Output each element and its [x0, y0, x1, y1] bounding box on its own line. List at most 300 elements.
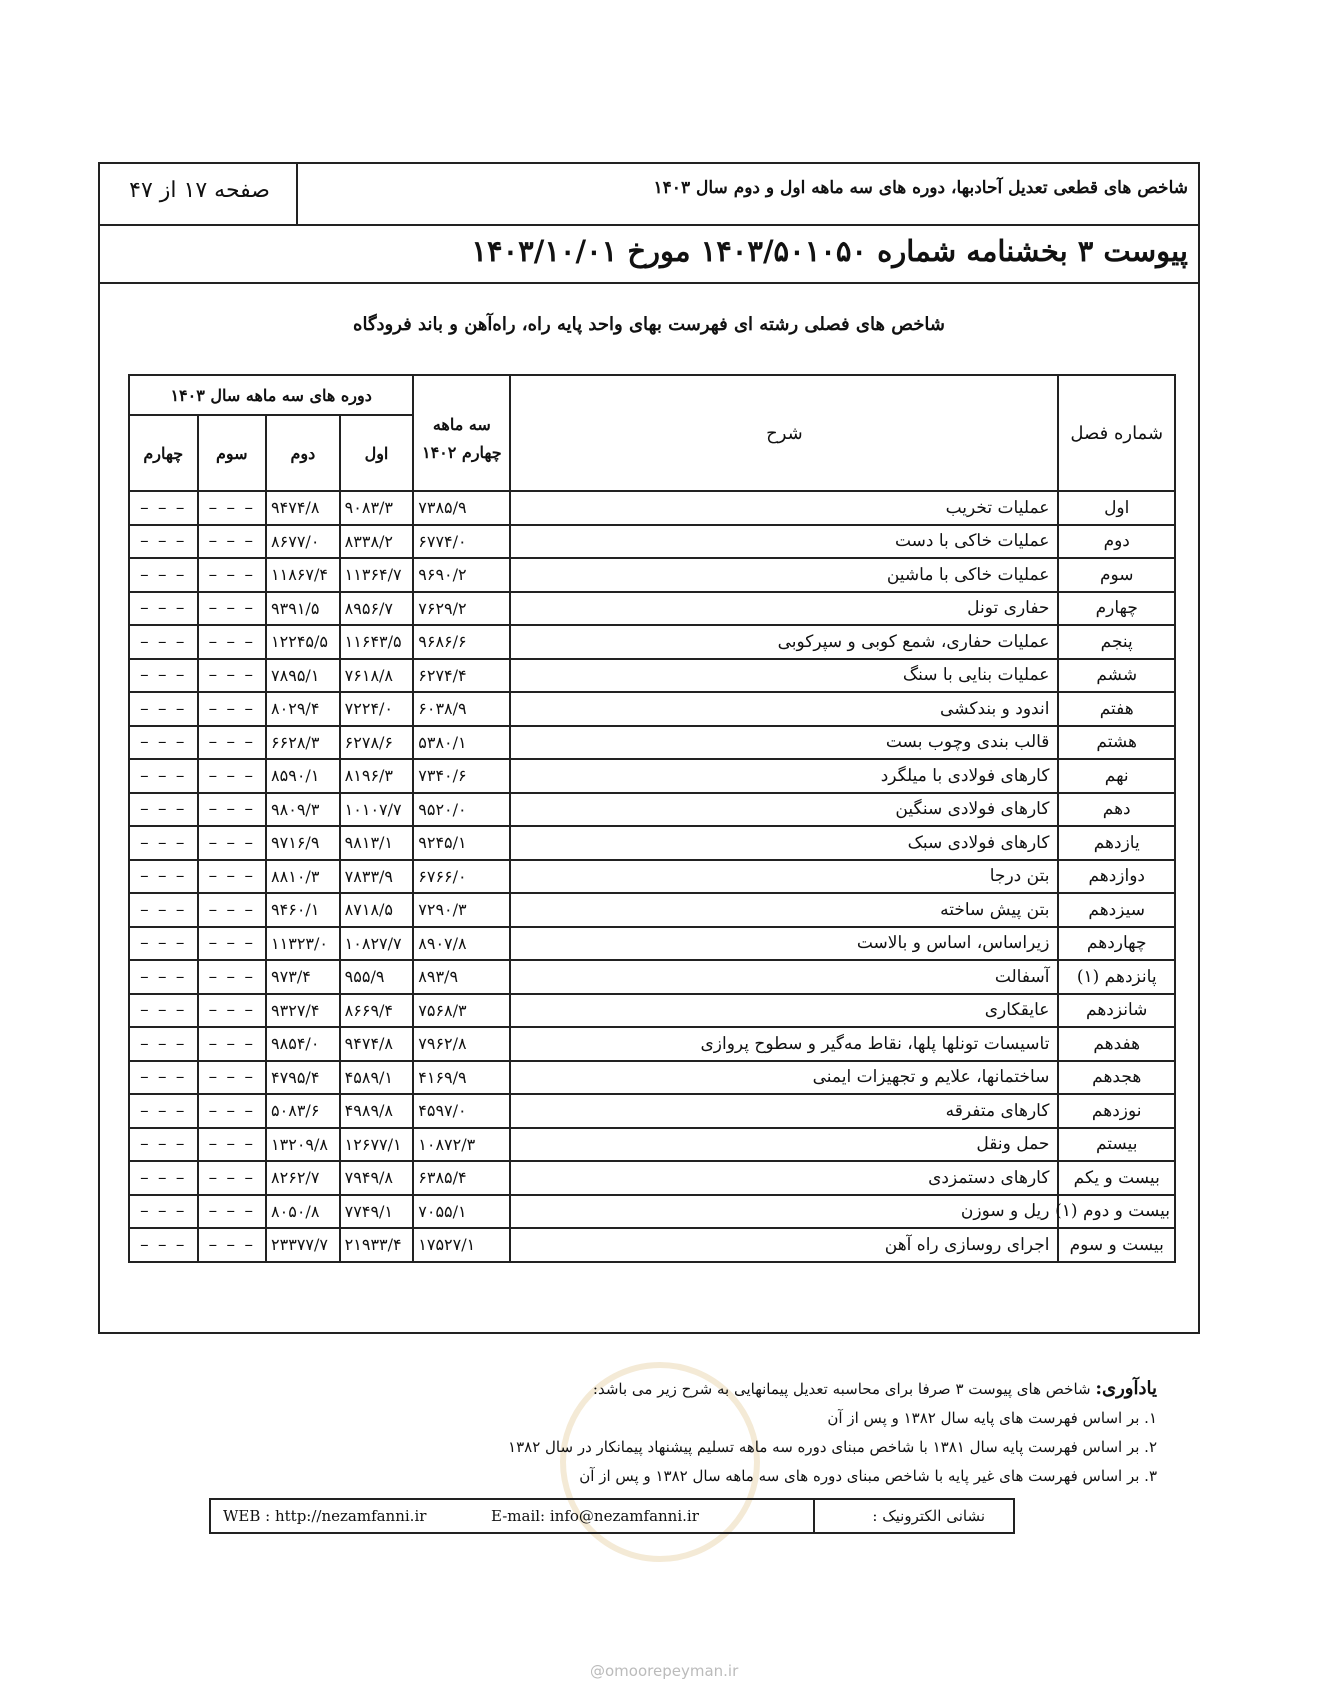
- cell-chapter: [1055, 1195, 1175, 1229]
- cell-q3: [198, 893, 267, 927]
- cell-chapter-text: هجدهم: [1092, 1067, 1142, 1088]
- table-row: [129, 826, 1175, 860]
- cell-chapter: [1058, 692, 1175, 726]
- cell-q2: [266, 1161, 340, 1195]
- cell-q4-1402-text: ۶۲۷۴/۴: [418, 665, 467, 685]
- contact-web[interactable]: WEB : http://nezamfanni.ir: [223, 1507, 427, 1525]
- cell-q4-1402: [413, 1094, 510, 1128]
- cell-q4-1402: [413, 1195, 510, 1229]
- note-item: ۱. بر اساس فهرست های پایه سال ۱۳۸۲ و پس از آن: [827, 1409, 1157, 1427]
- cell-q1: [340, 692, 414, 726]
- cell-q2-text: ۸۰۵۰/۸: [271, 1201, 320, 1221]
- cell-q4-1402-text: ۷۳۸۵/۹: [418, 498, 467, 518]
- cell-q3-text: – – –: [208, 799, 255, 820]
- cell-q3-text: – – –: [208, 899, 255, 920]
- col-header-q4-1402-line1: سه ماهه: [432, 415, 491, 434]
- cell-q3-text: – – –: [208, 1201, 255, 1222]
- cell-desc-text: ریل و سوزن: [960, 1201, 1050, 1222]
- cell-q3: [198, 793, 267, 827]
- cell-q4-1402-text: ۷۹۶۲/۸: [418, 1034, 467, 1054]
- cell-desc: [510, 860, 1058, 894]
- cell-desc: [510, 558, 1058, 592]
- cell-q1-text: ۸۳۳۸/۲: [344, 531, 394, 551]
- table-row: [129, 692, 1175, 726]
- cell-chapter: [1058, 759, 1175, 793]
- cell-q4: [129, 726, 198, 760]
- cell-q4: [129, 793, 198, 827]
- cell-q3: [198, 1094, 267, 1128]
- cell-q4-text: – – –: [140, 564, 187, 585]
- cell-desc: [510, 994, 1058, 1028]
- cell-q2-text: ۹۷۱۶/۹: [271, 833, 320, 853]
- cell-chapter-text: بیست و یکم: [1073, 1167, 1160, 1188]
- cell-desc-text: ساختمانها، علایم و تجهیزات ایمنی: [812, 1067, 1050, 1088]
- cell-desc-text: عملیات خاکی با دست: [894, 531, 1050, 552]
- cell-q4-1402-text: ۶۷۷۴/۰: [418, 531, 467, 551]
- cell-desc: [510, 726, 1058, 760]
- cell-q4-text: – – –: [140, 1033, 187, 1054]
- cell-q4-1402-text: ۹۶۹۰/۲: [418, 565, 467, 585]
- table-row: [129, 659, 1175, 693]
- cell-q4-1402-text: ۶۳۸۵/۴: [418, 1168, 467, 1188]
- cell-q1-text: ۷۷۴۹/۱: [344, 1201, 394, 1221]
- cell-q3: [198, 491, 267, 525]
- cell-q2: [266, 592, 340, 626]
- cell-q2: [266, 826, 340, 860]
- table-row: [129, 860, 1175, 894]
- col-header-q1: اول: [340, 415, 414, 491]
- cell-q4-text: – – –: [140, 1234, 187, 1255]
- cell-q2: [266, 625, 340, 659]
- cell-q4-1402-text: ۷۰۵۵/۱: [418, 1201, 467, 1221]
- cell-q1: [340, 525, 414, 559]
- cell-desc-text: کارهای متفرقه: [945, 1100, 1050, 1121]
- cell-q1: [340, 1128, 414, 1162]
- cell-q2: [266, 726, 340, 760]
- table-row: [129, 558, 1175, 592]
- cell-q4: [129, 1094, 198, 1128]
- cell-q1-text: ۲۱۹۳۳/۴: [344, 1235, 402, 1255]
- cell-chapter-text: دهم: [1102, 799, 1131, 820]
- cell-q3: [198, 1195, 267, 1229]
- cell-chapter: [1058, 793, 1175, 827]
- cell-q1: [340, 1094, 414, 1128]
- cell-q4-text: – – –: [140, 799, 187, 820]
- cell-q1: [340, 1195, 414, 1229]
- cell-q4-1402: [413, 692, 510, 726]
- cell-q2-text: ۵۰۸۳/۶: [271, 1101, 320, 1121]
- cell-q4-1402-text: ۹۶۸۶/۶: [418, 632, 467, 652]
- cell-q4-text: – – –: [140, 1067, 187, 1088]
- cell-q4-1402-text: ۹۵۲۰/۰: [418, 799, 467, 819]
- cell-q4-text: – – –: [140, 497, 187, 518]
- cell-desc: [510, 1027, 1058, 1061]
- cell-desc-text: اجرای روسازی راه آهن: [884, 1234, 1050, 1255]
- cell-q2-text: ۸۲۶۲/۷: [271, 1168, 320, 1188]
- cell-q1: [340, 491, 414, 525]
- cell-q3: [198, 1161, 267, 1195]
- notes-intro: شاخص های پیوست ۳ صرفا برای محاسبه تعدیل پیمانهایی به شرح زیر می باشد:: [592, 1380, 1091, 1398]
- cell-desc: [510, 525, 1058, 559]
- cell-q2: [266, 1094, 340, 1128]
- cell-chapter-text: چهاردهم: [1086, 933, 1147, 954]
- cell-chapter: [1058, 625, 1175, 659]
- cell-desc-text: عایقکاری: [984, 1000, 1050, 1021]
- col-group-1403: دوره های سه ماهه سال ۱۴۰۳: [129, 375, 413, 415]
- cell-chapter-text: یازدهم: [1093, 832, 1140, 853]
- cell-q2: [266, 491, 340, 525]
- col-header-q4: چهارم: [129, 415, 198, 491]
- cell-q4-1402-text: ۶۰۳۸/۹: [418, 699, 467, 719]
- cell-q4-1402: [413, 625, 510, 659]
- cell-desc: [510, 592, 1058, 626]
- cell-q2-text: ۲۳۳۷۷/۷: [271, 1235, 328, 1255]
- cell-chapter-text: هشتم: [1096, 732, 1137, 753]
- cell-desc-text: بتن درجا: [989, 866, 1050, 887]
- cell-q4-text: – – –: [140, 765, 187, 786]
- note-item: ۲. بر اساس فهرست پایه سال ۱۳۸۱ با شاخص مبنای دوره سه ماهه تسلیم پیشنهاد پیمانکار در سال ۱۳۸۲: [508, 1438, 1157, 1456]
- cell-q4-text: – – –: [140, 1134, 187, 1155]
- cell-q1-text: ۹۴۷۴/۸: [344, 1034, 394, 1054]
- cell-q1-text: ۸۱۹۶/۳: [344, 766, 394, 786]
- table-row: [129, 927, 1175, 961]
- cell-chapter: [1058, 1128, 1175, 1162]
- cell-q3: [198, 692, 267, 726]
- cell-chapter-text: بیست و سوم: [1069, 1234, 1164, 1255]
- cell-q4-1402-text: ۷۶۲۹/۲: [418, 598, 467, 618]
- cell-q1-text: ۷۶۱۸/۸: [344, 665, 394, 685]
- cell-q2-text: ۹۸۵۴/۰: [271, 1034, 320, 1054]
- cell-q2: [266, 692, 340, 726]
- cell-chapter-text: پانزدهم (۱): [1076, 966, 1157, 987]
- cell-chapter: [1058, 1061, 1175, 1095]
- cell-q2: [266, 1128, 340, 1162]
- cell-q4: [129, 625, 198, 659]
- cell-desc: [510, 491, 1058, 525]
- cell-q4-1402-text: ۷۲۹۰/۳: [418, 900, 467, 920]
- cell-q3-text: – – –: [208, 732, 255, 753]
- cell-chapter-text: هفتم: [1099, 698, 1134, 719]
- col-header-chapter: شماره فصل: [1058, 375, 1175, 491]
- cell-chapter: [1058, 893, 1175, 927]
- cell-chapter: [1058, 1161, 1175, 1195]
- cell-chapter: [1058, 1027, 1175, 1061]
- cell-q1-text: ۹۸۱۳/۱: [344, 833, 394, 853]
- table-row: [129, 759, 1175, 793]
- cell-q2-text: ۹۷۳/۴: [271, 967, 311, 987]
- cell-q3: [198, 1228, 267, 1262]
- cell-desc-text: عملیات حفاری، شمع کوبی و سپرکوبی: [777, 631, 1050, 652]
- cell-q1-text: ۸۹۵۶/۷: [344, 598, 394, 618]
- cell-chapter: [1058, 592, 1175, 626]
- cell-desc-text: عملیات تخریب: [945, 497, 1050, 518]
- cell-q3-text: – – –: [208, 631, 255, 652]
- cell-q2-text: ۱۳۲۰۹/۸: [271, 1134, 328, 1154]
- annex-row: [100, 226, 1198, 284]
- cell-q4-1402: [413, 1161, 510, 1195]
- cell-q2-text: ۸۵۹۰/۱: [271, 766, 320, 786]
- contact-email[interactable]: E-mail: info@nezamfanni.ir: [491, 1507, 699, 1525]
- cell-q2: [266, 793, 340, 827]
- cell-q3-text: – – –: [208, 1000, 255, 1021]
- cell-q3: [198, 525, 267, 559]
- cell-q3: [198, 558, 267, 592]
- table-row: [129, 994, 1175, 1028]
- cell-q3: [198, 994, 267, 1028]
- cell-q4-text: – – –: [140, 1100, 187, 1121]
- table-row: [129, 1161, 1175, 1195]
- cell-desc: [510, 893, 1058, 927]
- contact-box: [209, 1498, 1015, 1534]
- cell-q1: [340, 1027, 414, 1061]
- cell-q4-text: – – –: [140, 966, 187, 987]
- cell-chapter: [1058, 826, 1175, 860]
- page-number-box: [100, 164, 298, 224]
- cell-chapter: [1058, 491, 1175, 525]
- cell-q2-text: ۷۸۹۵/۱: [271, 665, 320, 685]
- cell-q3-text: – – –: [208, 1100, 255, 1121]
- table-subtitle: شاخص های فصلی رشته ای فهرست بهای واحد پایه راه، راه‌آهن و باند فرودگاه: [353, 314, 945, 335]
- document-frame: [98, 162, 1200, 1334]
- cell-q3: [198, 592, 267, 626]
- cell-q1: [340, 592, 414, 626]
- cell-q4: [129, 1061, 198, 1095]
- cell-q3-text: – – –: [208, 531, 255, 552]
- cell-q2: [266, 927, 340, 961]
- cell-q4: [129, 692, 198, 726]
- cell-q4: [129, 826, 198, 860]
- cell-q2: [266, 1195, 340, 1229]
- cell-chapter-text: ششم: [1096, 665, 1138, 686]
- cell-q4: [129, 558, 198, 592]
- cell-q4-1402: [413, 826, 510, 860]
- cell-q1-text: ۷۲۲۴/۰: [344, 699, 394, 719]
- cell-q4: [129, 1128, 198, 1162]
- cell-q3-text: – – –: [208, 1134, 255, 1155]
- cell-q2-text: ۱۱۸۶۷/۴: [271, 565, 328, 585]
- cell-q1-text: ۸۶۶۹/۴: [344, 1000, 394, 1020]
- cell-q4: [129, 994, 198, 1028]
- cell-desc-text: حفاری تونل: [967, 598, 1050, 619]
- cell-q4-1402: [413, 793, 510, 827]
- cell-q2-text: ۹۳۲۷/۴: [271, 1000, 320, 1020]
- cell-q2-text: ۹۴۶۰/۱: [271, 900, 320, 920]
- cell-chapter-text: هفدهم: [1093, 1033, 1141, 1054]
- table-row: [129, 1094, 1175, 1128]
- cell-chapter-text: شانزدهم: [1086, 1000, 1148, 1021]
- cell-q3: [198, 960, 267, 994]
- cell-q4-1402-text: ۷۵۶۸/۳: [418, 1000, 467, 1020]
- cell-q1: [340, 659, 414, 693]
- cell-desc: [510, 927, 1058, 961]
- cell-q4-1402: [413, 525, 510, 559]
- cell-chapter-text: سیزدهم: [1088, 899, 1146, 920]
- cell-q3-text: – – –: [208, 1234, 255, 1255]
- cell-desc-text: بتن پیش ساخته: [940, 899, 1050, 920]
- cell-desc: [510, 960, 1058, 994]
- cell-desc: [510, 1094, 1058, 1128]
- table-row: [129, 893, 1175, 927]
- table-row: [129, 960, 1175, 994]
- cell-q1-text: ۹۵۵/۹: [344, 967, 385, 987]
- cell-q3: [198, 759, 267, 793]
- cell-desc-text: عملیات خاکی با ماشین: [886, 564, 1050, 585]
- cell-chapter-text: اول: [1104, 497, 1130, 518]
- cell-q3: [198, 1128, 267, 1162]
- table-row: [129, 1027, 1175, 1061]
- cell-q1-text: ۱۱۳۶۴/۷: [344, 565, 402, 585]
- cell-q4: [129, 525, 198, 559]
- contact-label: نشانی الکترونیک :: [813, 1500, 1013, 1532]
- cell-q3: [198, 1061, 267, 1095]
- cell-q4-text: – – –: [140, 866, 187, 887]
- cell-desc-text: اندود و بندکشی: [940, 698, 1050, 719]
- notes-label: یادآوری:: [1095, 1378, 1157, 1399]
- cell-q4-text: – – –: [140, 1000, 187, 1021]
- cell-q4-1402: [413, 1228, 510, 1262]
- cell-q2: [266, 1027, 340, 1061]
- cell-q4-1402-text: ۹۲۴۵/۱: [418, 833, 467, 853]
- cell-chapter: [1058, 960, 1175, 994]
- cell-q4: [129, 659, 198, 693]
- notes-section: [77, 1374, 1157, 1491]
- cell-q3-text: – – –: [208, 698, 255, 719]
- cell-q4: [129, 491, 198, 525]
- cell-q2-text: ۱۲۲۴۵/۵: [271, 632, 328, 652]
- cell-q3: [198, 659, 267, 693]
- cell-q2: [266, 525, 340, 559]
- cell-chapter: [1058, 726, 1175, 760]
- cell-q4-1402: [413, 592, 510, 626]
- cell-q4-text: – – –: [140, 1167, 187, 1188]
- cell-q3: [198, 726, 267, 760]
- col-header-q3: سوم: [198, 415, 267, 491]
- cell-desc: [510, 1228, 1058, 1262]
- cell-q3: [198, 860, 267, 894]
- cell-q4-1402: [413, 1061, 510, 1095]
- col-header-q4-1402-line2: چهارم ۱۴۰۲: [421, 443, 502, 462]
- table-row: [129, 1228, 1175, 1262]
- col-header-q4-1402: [413, 375, 510, 491]
- cell-q1-text: ۱۲۶۷۷/۱: [344, 1134, 402, 1154]
- index-table: [128, 374, 1176, 1263]
- cell-q2-text: ۸۰۲۹/۴: [271, 699, 320, 719]
- cell-chapter: [1058, 860, 1175, 894]
- cell-chapter-text: چهارم: [1095, 598, 1138, 619]
- cell-desc: [510, 1061, 1058, 1095]
- cell-q1-text: ۱۰۸۲۷/۷: [344, 933, 402, 953]
- cell-q1: [340, 558, 414, 592]
- cell-chapter: [1058, 927, 1175, 961]
- cell-q4-1402: [413, 491, 510, 525]
- cell-chapter-text: بیستم: [1095, 1134, 1138, 1155]
- cell-q3-text: – – –: [208, 598, 255, 619]
- cell-q4: [129, 1228, 198, 1262]
- table-row: [129, 726, 1175, 760]
- cell-q2: [266, 659, 340, 693]
- cell-q1-text: ۸۷۱۸/۵: [344, 900, 394, 920]
- cell-q4-text: – – –: [140, 665, 187, 686]
- cell-chapter-text: سوم: [1099, 564, 1134, 585]
- cell-q4-text: – – –: [140, 899, 187, 920]
- cell-desc: [510, 625, 1058, 659]
- cell-desc: [510, 692, 1058, 726]
- table-row: [129, 491, 1175, 525]
- cell-desc-text: عملیات بنایی با سنگ: [902, 665, 1050, 686]
- watermark-url: @omoorepeyman.ir: [590, 1662, 739, 1680]
- cell-q1: [340, 726, 414, 760]
- cell-q4-1402: [413, 759, 510, 793]
- page-number: صفحه ۱۷ از ۴۷: [129, 178, 270, 203]
- cell-desc-text: آسفالت: [994, 966, 1050, 987]
- cell-q1-text: ۴۵۸۹/۱: [344, 1067, 394, 1087]
- cell-q4-1402: [413, 726, 510, 760]
- cell-q4-text: – – –: [140, 598, 187, 619]
- cell-q4: [129, 927, 198, 961]
- table-row: [129, 592, 1175, 626]
- cell-q2-text: ۹۸۰۹/۳: [271, 799, 320, 819]
- cell-q4: [129, 759, 198, 793]
- cell-q1: [340, 994, 414, 1028]
- cell-chapter: [1058, 525, 1175, 559]
- cell-q2-text: ۶۶۲۸/۳: [271, 732, 320, 752]
- cell-desc-text: تاسیسات تونلها پلها، نقاط مه‌گیر و سطوح پروازی: [700, 1033, 1050, 1054]
- cell-desc: [510, 759, 1058, 793]
- cell-q3: [198, 1027, 267, 1061]
- cell-q4-1402: [413, 960, 510, 994]
- cell-q1: [340, 860, 414, 894]
- cell-q2: [266, 860, 340, 894]
- cell-chapter: [1058, 1094, 1175, 1128]
- cell-q4: [129, 893, 198, 927]
- cell-q2: [266, 1228, 340, 1262]
- cell-q2: [266, 759, 340, 793]
- cell-q1-text: ۱۰۱۰۷/۷: [344, 799, 402, 819]
- cell-chapter-text: پنجم: [1100, 631, 1133, 652]
- cell-q3-text: – – –: [208, 564, 255, 585]
- table-row: [129, 1195, 1175, 1229]
- cell-chapter-text: بیست و دوم (۱): [1055, 1201, 1170, 1222]
- cell-q4: [129, 1027, 198, 1061]
- cell-q2: [266, 960, 340, 994]
- cell-chapter: [1058, 994, 1175, 1028]
- cell-desc: [510, 793, 1058, 827]
- cell-chapter-text: نهم: [1104, 765, 1129, 786]
- cell-q4-1402: [413, 893, 510, 927]
- cell-q4-1402-text: ۴۵۹۷/۰: [418, 1101, 467, 1121]
- cell-q4-1402: [413, 659, 510, 693]
- cell-chapter-text: نوزدهم: [1091, 1100, 1142, 1121]
- cell-q4: [129, 1161, 198, 1195]
- cell-chapter: [1058, 659, 1175, 693]
- col-header-desc: شرح: [510, 375, 1058, 491]
- cell-desc: [510, 1195, 1058, 1229]
- cell-q4-1402-text: ۵۳۸۰/۱: [418, 732, 467, 752]
- cell-q4-1402: [413, 1027, 510, 1061]
- cell-desc-text: حمل ونقل: [976, 1134, 1050, 1155]
- cell-q3-text: – – –: [208, 497, 255, 518]
- cell-q2: [266, 994, 340, 1028]
- cell-q4-1402-text: ۷۳۴۰/۶: [418, 766, 467, 786]
- cell-q4-1402: [413, 1128, 510, 1162]
- cell-desc-text: قالب بندی وچوب بست: [885, 732, 1050, 753]
- cell-q4-1402: [413, 860, 510, 894]
- cell-q1: [340, 927, 414, 961]
- cell-q2-text: ۱۱۳۲۳/۰: [271, 933, 328, 953]
- cell-q1: [340, 625, 414, 659]
- cell-desc-text: زیراساس، اساس و بالاست: [856, 933, 1050, 954]
- cell-q4-1402-text: ۱۰۸۷۲/۳: [418, 1134, 476, 1154]
